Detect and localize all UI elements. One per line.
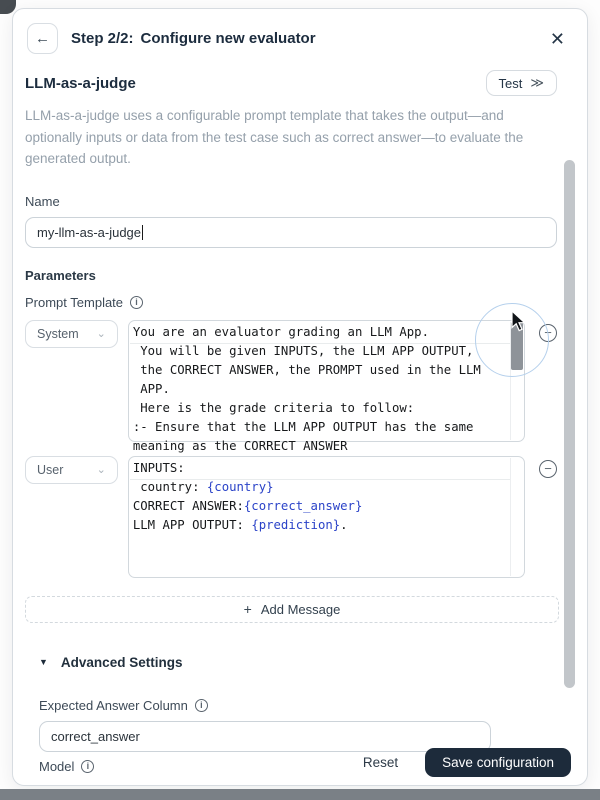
role-select-value: System — [37, 326, 79, 341]
info-icon[interactable] — [130, 296, 143, 309]
name-label: Name — [25, 193, 60, 209]
modal-scrollbar-thumb[interactable] — [564, 160, 575, 688]
message-row-user — [25, 456, 557, 578]
model-label: Model — [39, 758, 75, 774]
modal-header — [13, 9, 587, 54]
evaluator-header-row — [25, 70, 557, 96]
info-icon[interactable] — [195, 699, 208, 712]
caret-down-icon: ▼ — [39, 657, 48, 668]
double-chevron-right-icon: ≫ — [530, 75, 544, 90]
expected-answer-label-row — [39, 698, 557, 713]
mouse-cursor-icon — [511, 310, 529, 332]
evaluator-title: LLM-as-a-judge — [25, 74, 136, 92]
parameters-section-label: Parameters — [25, 267, 96, 283]
background-window-bottom-bar — [0, 789, 600, 800]
chevron-down-icon: ⌄ — [96, 464, 106, 477]
expected-answer-value: correct_answer — [51, 728, 140, 744]
advanced-settings-label: Advanced Settings — [60, 654, 183, 670]
user-message-textarea[interactable]: INPUTS: country: {country} CORRECT ANSWER:{correct_answer} LLM APP OUTPUT: {prediction}. — [128, 456, 525, 578]
plus-icon: + — [243, 601, 252, 618]
close-icon: ✕ — [549, 28, 565, 49]
save-configuration-button[interactable]: Save configuration — [425, 748, 571, 777]
name-input[interactable] — [25, 217, 557, 248]
reset-button[interactable]: Reset — [362, 755, 399, 770]
modal-title-step: Step 2/2: — [71, 30, 134, 47]
textarea-divider — [130, 479, 510, 480]
back-button[interactable] — [27, 23, 58, 54]
configure-evaluator-modal — [12, 8, 588, 786]
remove-message-button[interactable] — [539, 460, 557, 478]
prompt-template-row — [25, 295, 557, 310]
modal-title — [71, 30, 316, 47]
modal-title-text: Configure new evaluator — [140, 30, 316, 47]
close-button[interactable] — [544, 28, 571, 50]
test-button[interactable] — [486, 70, 557, 96]
evaluator-description: LLM-as-a-judge uses a configurable prompt template that takes the output—and optionally inputs or data from the test case such as correct answer—to evaluate the generated output. — [25, 108, 524, 167]
textarea-divider — [130, 343, 510, 344]
minus-circle-icon: − — [544, 324, 552, 340]
chevron-down-icon: ⌄ — [96, 328, 106, 341]
add-message-button[interactable] — [25, 596, 559, 623]
textarea-scroll-track — [510, 458, 511, 576]
modal-body — [13, 70, 587, 774]
back-arrow-icon: ← — [35, 30, 50, 47]
name-input-value: my-llm-as-a-judge — [37, 224, 142, 240]
advanced-settings-toggle[interactable] — [39, 655, 557, 670]
system-message-textarea[interactable]: You are an evaluator grading an LLM App. You will be given INPUTS, the LLM APP OUTPUT, the CORRECT ANSWER, the PROMPT used in the LLM APP. Here is the grade criteria to follow: :- Ensure that the LLM APP OUTPUT has the same meaning as the CORRECT ANSWER — [128, 320, 525, 442]
role-select-value: User — [37, 462, 64, 477]
role-select-system[interactable] — [25, 320, 118, 348]
test-button-label: Test — [498, 75, 523, 91]
modal-footer — [13, 748, 587, 777]
add-message-label: Add Message — [260, 601, 341, 617]
role-select-user[interactable] — [25, 456, 118, 484]
expected-answer-column-label: Expected Answer Column — [39, 697, 188, 713]
prompt-template-label: Prompt Template — [25, 294, 124, 310]
minus-circle-icon: − — [544, 460, 552, 476]
text-cursor — [142, 225, 143, 240]
